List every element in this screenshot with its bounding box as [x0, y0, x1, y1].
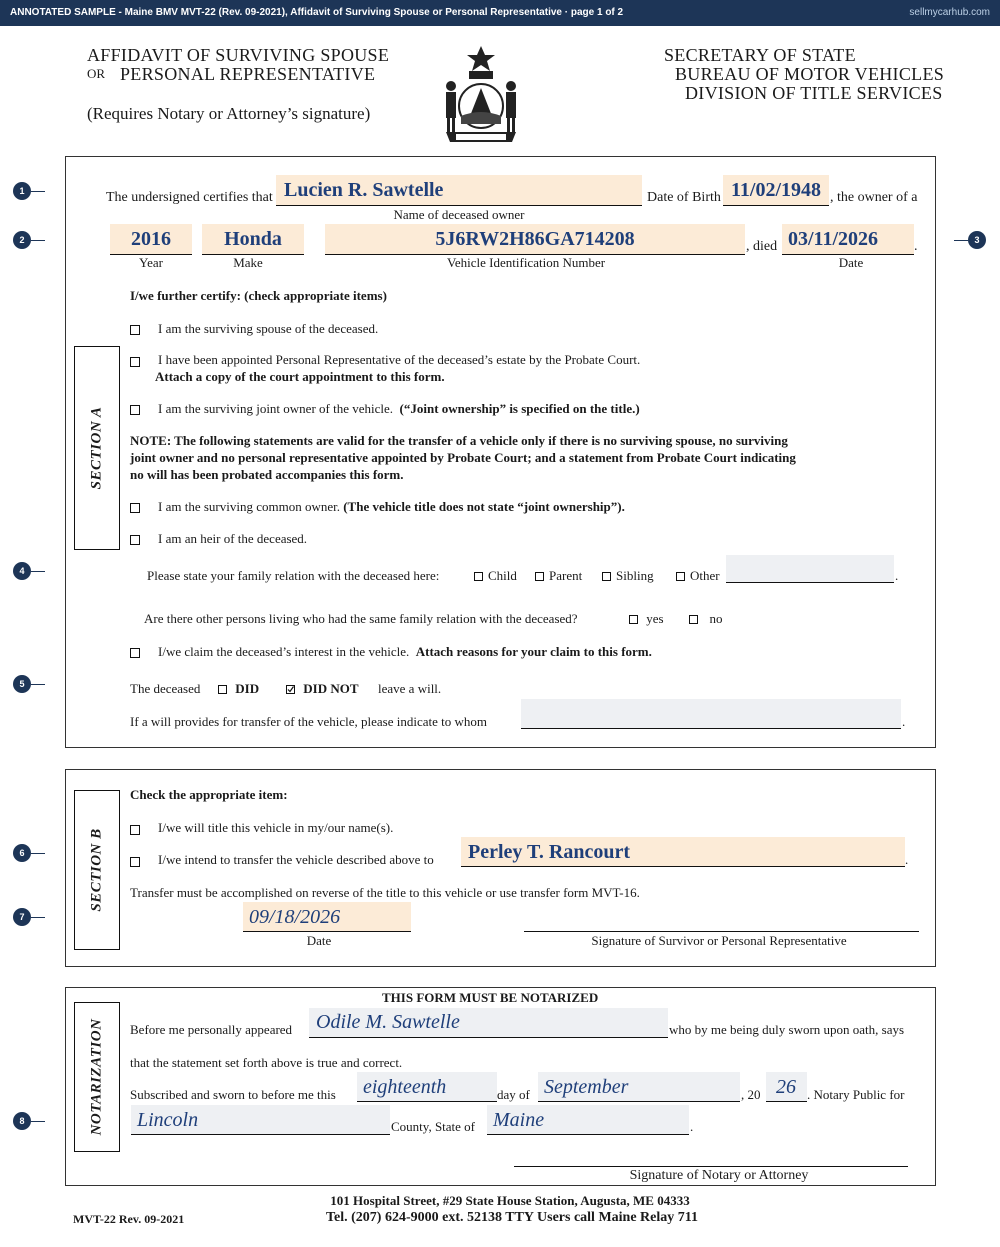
footer-phone: Tel. (207) 624-9000 ext. 52138 TTY Users call Maine Relay 711 [325, 1210, 698, 1225]
transfer-checkbox[interactable] [130, 853, 140, 871]
section-a-label: SECTION A [88, 406, 105, 490]
notarization-label-box [74, 1002, 120, 1152]
will-transfer-period: . [902, 714, 906, 729]
make-label: Make [233, 255, 263, 270]
notary-signature-label: Signature of Notary or Attorney [629, 1168, 809, 1183]
form-title-line1: AFFIDAVIT OF SURVIVING SPOUSE [87, 45, 390, 65]
sworn-month-field[interactable]: September [544, 1076, 629, 1098]
state-underline [487, 1134, 689, 1135]
claim-checkbox[interactable] [130, 644, 140, 662]
note-line-1: NOTE: The following statements are valid for the transfer of a vehicle only if there is no surviving spouse, no surviving [130, 433, 788, 448]
common-owner-item-text [158, 499, 625, 515]
marker-leader-line [31, 1121, 45, 1122]
form-title-or: OR [87, 66, 106, 81]
further-certify-heading: I/we further certify: (check appropriate items) [130, 288, 387, 303]
relation-child-checkbox[interactable] [474, 572, 483, 581]
relation-sibling-checkbox[interactable] [602, 572, 611, 581]
note-line-2: joint owner and no personal representative appointed by Probate Court; and a statement from Probate Court indicating [130, 450, 796, 465]
state-period: . [690, 1119, 694, 1134]
annotation-marker-6: 6 [13, 844, 31, 862]
notary-public-for-label: . Notary Public for [807, 1087, 905, 1102]
note-line-3: no will has been probated accompanies this form. [130, 467, 404, 482]
annotation-marker-8: 8 [13, 1112, 31, 1130]
dob-label: Date of Birth [647, 190, 721, 205]
section-b-date-field[interactable]: 09/18/2026 [249, 906, 341, 928]
banner-title: ANNOTATED SAMPLE - Maine BMV MVT-22 (Rev. 09-2021), Affidavit of Surviving Spouse or Personal Representative · page 1 of 2 [10, 7, 624, 18]
others-no-checkbox[interactable] [689, 615, 698, 624]
spouse-checkbox[interactable] [130, 321, 140, 339]
marker-leader-line [954, 240, 968, 241]
relation-parent-option[interactable]: Parent [535, 568, 582, 584]
transfer-to-field[interactable]: Perley T. Rancourt [468, 841, 631, 863]
personal-rep-attach-note: Attach a copy of the court appointment to this form. [155, 369, 445, 384]
title-in-my-name-checkbox[interactable] [130, 821, 140, 839]
transfer-text: I/we intend to transfer the vehicle described above to [158, 852, 434, 867]
annotation-marker-5: 5 [13, 675, 31, 693]
annotation-marker-3: 3 [968, 231, 986, 249]
survivor-signature-label: Signature of Survivor or Personal Representative [591, 933, 847, 948]
will-transfer-field[interactable] [521, 699, 901, 728]
transfer-to-underline [461, 866, 905, 867]
common-owner-text: I am the surviving common owner. [158, 499, 340, 514]
will-did-option[interactable]: DID [218, 681, 259, 697]
joint-owner-bold-text: (“Joint ownership” is specified on the title.) [399, 401, 640, 416]
others-yes-option[interactable]: yes [629, 611, 664, 627]
marker-leader-line [31, 684, 45, 685]
sworn-day-field[interactable]: eighteenth [363, 1076, 447, 1098]
annotation-banner [0, 0, 1000, 26]
joint-owner-item-text [158, 401, 640, 417]
banner-site-link[interactable]: sellmycarhub.com [909, 7, 990, 18]
section-b-date-label: Date [306, 933, 332, 948]
died-label: , died [746, 239, 778, 254]
year-label: Year [139, 255, 163, 270]
transfer-note: Transfer must be accomplished on reverse of the title to this vehicle or use transfer form MVT-16. [130, 885, 640, 900]
heir-checkbox[interactable] [130, 531, 140, 549]
joint-owner-checkbox[interactable] [130, 401, 140, 419]
vehicle-year-field[interactable]: 2016 [131, 228, 171, 250]
joint-owner-text: I am the surviving joint owner of the vehicle. [158, 401, 394, 416]
personal-rep-item-text: I have been appointed Personal Representative of the deceased’s estate by the Probate Court. [158, 352, 641, 367]
agency-bmv: BUREAU OF MOTOR VEHICLES [675, 64, 945, 84]
others-yes-checkbox[interactable] [629, 615, 638, 624]
marker-leader-line [31, 571, 45, 572]
deceased-name-label: Name of deceased owner [393, 207, 525, 222]
relation-parent-checkbox[interactable] [535, 572, 544, 581]
section-b-label: SECTION B [88, 828, 105, 912]
claim-text: I/we claim the deceased’s interest in the vehicle. [158, 644, 410, 659]
dob-underline [723, 205, 829, 206]
will-prefix: The deceased [130, 681, 201, 696]
vehicle-line-period: . [914, 239, 918, 254]
notarize-heading: THIS FORM MUST BE NOTARIZED [382, 990, 599, 1005]
spouse-item-text: I am the surviving spouse of the deceased. [158, 321, 379, 336]
claim-item-text [158, 644, 652, 660]
transfer-period: . [905, 852, 909, 867]
form-title-line2: PERSONAL REPRESENTATIVE [120, 64, 376, 84]
day-underline [357, 1101, 497, 1102]
certifies-prefix: The undersigned certifies that [106, 190, 273, 205]
marker-leader-line [31, 240, 45, 241]
will-did-checkbox[interactable] [218, 685, 227, 694]
appeared-name-field[interactable]: Odile M. Sawtelle [316, 1011, 460, 1033]
claim-bold-text: Attach reasons for your claim to this form. [415, 644, 652, 659]
others-no-option[interactable]: no [689, 611, 723, 627]
relation-child-option[interactable]: Child [474, 568, 517, 584]
will-transfer-prompt: If a will provides for transfer of the vehicle, please indicate to whom [130, 714, 488, 729]
relation-other-underline [726, 582, 894, 583]
death-date-field[interactable]: 03/11/2026 [788, 228, 879, 250]
personal-rep-checkbox[interactable] [130, 353, 140, 371]
dob-field[interactable]: 11/02/1948 [731, 179, 822, 201]
marker-leader-line [31, 191, 45, 192]
notarization-label: NOTARIZATION [88, 1018, 105, 1136]
county-state-label: County, State of [391, 1119, 476, 1134]
maine-state-seal [438, 44, 524, 146]
relation-period: . [895, 568, 899, 583]
footer-address: 101 Hospital Street, #29 State House Station, Augusta, ME 04333 [330, 1193, 690, 1208]
vin-field[interactable]: 5J6RW2H86GA714208 [435, 228, 635, 250]
survivor-signature-line[interactable] [524, 931, 919, 932]
sworn-year-field[interactable]: 26 [776, 1076, 796, 1098]
marker-leader-line [31, 853, 45, 854]
notary-signature-line[interactable] [514, 1166, 908, 1167]
common-owner-bold-text: (The vehicle title does not state “joint ownership”). [343, 499, 625, 514]
sworn-year-underline [766, 1101, 807, 1102]
annotation-marker-4: 4 [13, 562, 31, 580]
sworn-statement-line: that the statement set forth above is true and correct. [130, 1055, 403, 1070]
relation-other-field[interactable] [726, 555, 894, 582]
deceased-name-field[interactable]: Lucien R. Sawtelle [284, 179, 444, 201]
agency-secretary-of-state: SECRETARY OF STATE [664, 45, 856, 65]
sworn-prefix: Subscribed and sworn to before me this [130, 1087, 336, 1102]
county-field[interactable]: Lincoln [137, 1109, 199, 1131]
marker-leader-line [31, 917, 45, 918]
month-underline [538, 1101, 740, 1102]
agency-title-division: DIVISION OF TITLE SERVICES [685, 83, 943, 103]
day-of-label: day of [497, 1087, 530, 1102]
section-b-heading: Check the appropriate item: [130, 787, 288, 802]
annotation-marker-1: 1 [13, 182, 31, 200]
appeared-name-underline [309, 1037, 668, 1038]
appeared-prefix: Before me personally appeared [130, 1022, 293, 1037]
vin-label: Vehicle Identification Number [446, 255, 606, 270]
state-field[interactable]: Maine [493, 1109, 545, 1131]
form-id-footer: MVT-22 Rev. 09-2021 [73, 1212, 185, 1226]
section-b-date-underline [243, 931, 411, 932]
will-suffix: leave a will. [378, 681, 442, 696]
county-underline [131, 1134, 390, 1135]
will-did-not-option[interactable]: DID NOT [286, 681, 359, 697]
notary-requirement-note: (Requires Notary or Attorney’s signature) [87, 104, 371, 123]
annotation-marker-2: 2 [13, 231, 31, 249]
section-b-label-box [74, 790, 120, 950]
common-owner-checkbox[interactable] [130, 499, 140, 517]
deceased-name-underline [276, 205, 642, 206]
death-date-label: Date [838, 255, 864, 270]
relation-prompt: Please state your family relation with the deceased here: [147, 568, 440, 583]
relation-other-option[interactable]: Other [676, 568, 720, 584]
others-prompt: Are there other persons living who had the same family relation with the deceased? [144, 611, 578, 626]
relation-other-checkbox[interactable] [676, 572, 685, 581]
vehicle-make-field[interactable]: Honda [224, 228, 282, 250]
will-did-not-checkbox[interactable] [286, 685, 295, 694]
annotation-marker-7: 7 [13, 908, 31, 926]
owner-suffix: , the owner of a [830, 190, 918, 205]
title-in-my-name-text: I/we will title this vehicle in my/our name(s). [158, 820, 394, 835]
section-a-label-box [74, 346, 120, 550]
year-prefix: , 20 [741, 1087, 761, 1102]
appeared-suffix: who by me being duly sworn upon oath, says [669, 1022, 905, 1037]
will-transfer-underline [521, 728, 901, 729]
heir-item-text: I am an heir of the deceased. [158, 531, 308, 546]
relation-sibling-option[interactable]: Sibling [602, 568, 654, 584]
